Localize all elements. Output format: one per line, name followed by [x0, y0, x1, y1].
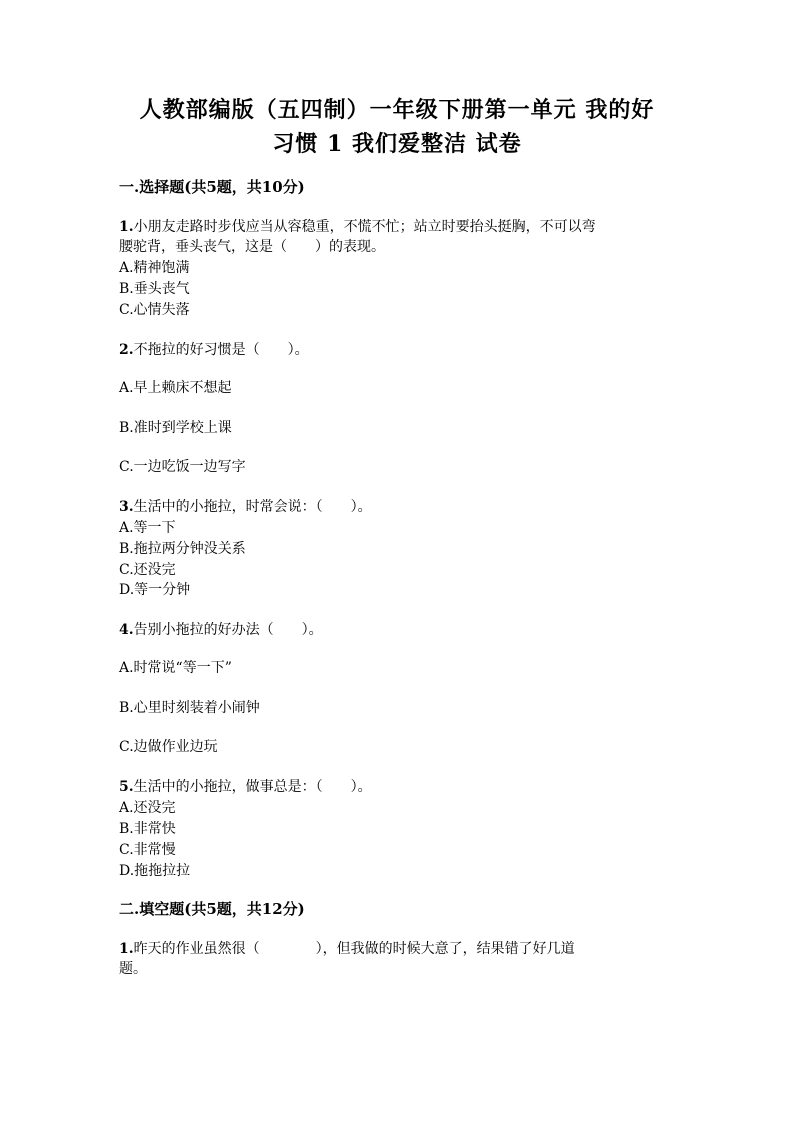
question-text: 昨天的作业虽然很（ ），但我做的时候大意了，结果错了好几道: [133, 941, 575, 957]
question-4-option-a: A.时常说“等一下”: [119, 660, 232, 676]
question-2-stem: [119, 340, 309, 360]
question-1-option-c: C.心情失落: [119, 302, 190, 318]
question-2-option-b: B.准时到学校上课: [119, 420, 232, 436]
question-5-option-d: D.拖拖拉拉: [119, 863, 191, 879]
question-1-option-b: B.垂头丧气: [119, 281, 190, 297]
question-number: 3.: [119, 499, 134, 515]
fill-question-1-stem-line-2: 题。: [119, 961, 147, 977]
section-heading-choice: 一.选择题(共5题，共10分): [119, 178, 305, 196]
question-number: 2.: [119, 342, 134, 358]
question-1-stem-line-1: [119, 217, 596, 237]
question-5-option-c: C.非常慢: [119, 842, 176, 858]
question-1-stem-line-2: 腰驼背，垂头丧气，这是（ ）的表现。: [119, 239, 385, 255]
question-4-option-b: B.心里时刻装着小闹钟: [119, 700, 260, 716]
question-number: 5.: [119, 779, 134, 795]
question-text: 小朋友走路时步伐应当从容稳重，不慌不忙；站立时要抬头挺胸，不可以弯: [133, 219, 596, 235]
question-5-option-b: B.非常快: [119, 821, 176, 837]
question-number: 4.: [119, 622, 134, 638]
question-3-option-b: B.拖拉两分钟没关系: [119, 541, 246, 557]
question-4-option-c: C.边做作业边玩: [119, 739, 218, 755]
question-text: 生活中的小拖拉，时常会说：（ ）。: [133, 499, 372, 515]
question-5-stem: [119, 777, 372, 797]
question-2-option-a: A.早上赖床不想起: [119, 380, 232, 396]
question-number: 1.: [119, 219, 134, 235]
question-3-stem: [119, 497, 372, 517]
question-4-stem: [119, 620, 323, 640]
question-text: 不拖拉的好习惯是（ ）。: [133, 342, 309, 358]
fill-question-1-stem-line-1: [119, 939, 575, 959]
question-3-option-a: A.等一下: [119, 520, 176, 536]
question-number: 1.: [119, 941, 134, 957]
question-text: 告别小拖拉的好办法（ ）。: [133, 622, 323, 638]
question-text: 生活中的小拖拉，做事总是：（ ）。: [133, 779, 372, 795]
exam-title-line-2: 习惯 1 我们爱整洁 试卷: [272, 131, 522, 157]
question-1-option-a: A.精神饱满: [119, 260, 190, 276]
section-heading-fill-blank: 二.填空题(共5题，共12分): [119, 900, 305, 918]
question-5-option-a: A.还没完: [119, 800, 176, 816]
question-3-option-c: C.还没完: [119, 562, 176, 578]
exam-title-line-1: 人教部编版（五四制）一年级下册第一单元 我的好: [139, 97, 655, 123]
question-2-option-c: C.一边吃饭一边写字: [119, 459, 246, 475]
question-3-option-d: D.等一分钟: [119, 582, 191, 598]
